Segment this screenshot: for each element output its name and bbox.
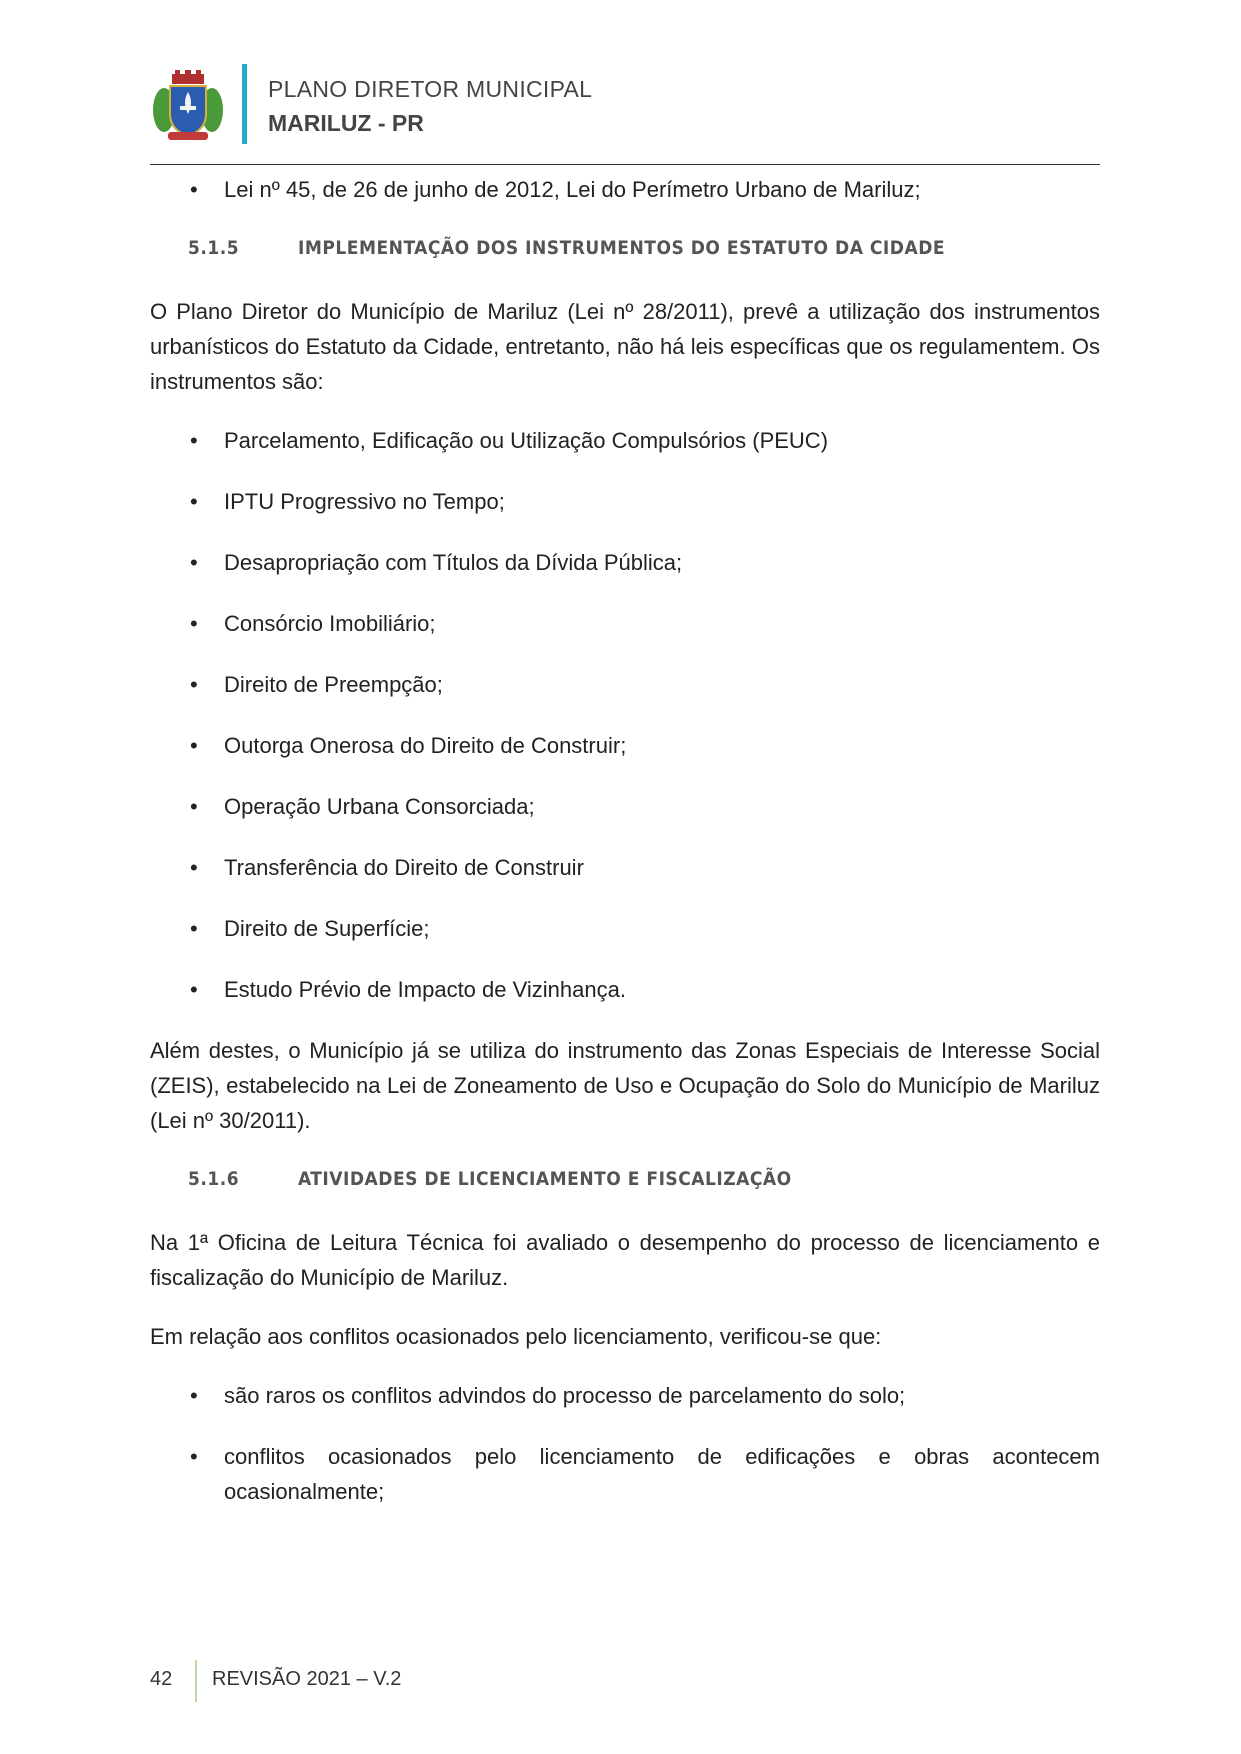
list-item bbox=[150, 423, 1100, 458]
page-body bbox=[150, 172, 1100, 1535]
list-item bbox=[150, 789, 1100, 824]
list-item-text: Outorga Onerosa do Direito de Construir; bbox=[224, 733, 627, 758]
header-divider bbox=[150, 164, 1100, 165]
list-item bbox=[150, 484, 1100, 519]
bullet-icon: • bbox=[190, 1383, 198, 1408]
revision-label: REVISÃO 2021 – V.2 bbox=[212, 1668, 402, 1690]
list-item bbox=[150, 545, 1100, 580]
paragraph: Na 1ª Oficina de Leitura Técnica foi avaliado o desempenho do processo de licenciamento e fiscalização do Município de Mariluz. bbox=[150, 1230, 1100, 1290]
list-item-text: Lei nº 45, de 26 de junho de 2012, Lei do Perímetro Urbano de Mariluz; bbox=[224, 177, 921, 202]
list-item-text: Direito de Superfície; bbox=[224, 916, 430, 941]
list-item bbox=[150, 1378, 1100, 1413]
list-item bbox=[150, 172, 1100, 207]
list-item-text: são raros os conflitos advindos do processo de parcelamento do solo; bbox=[224, 1383, 906, 1408]
list-item bbox=[150, 1439, 1100, 1509]
list-item-text: Transferência do Direito de Construir bbox=[224, 855, 584, 880]
bullet-icon: • bbox=[190, 672, 198, 697]
section-title: ATIVIDADES DE LICENCIAMENTO E FISCALIZAÇÃO bbox=[298, 1168, 792, 1190]
bullet-icon: • bbox=[190, 733, 198, 758]
bullet-icon: • bbox=[190, 794, 198, 819]
section-number: 5.1.6 bbox=[188, 1168, 240, 1190]
list-item-text: Direito de Preempção; bbox=[224, 672, 443, 697]
municipality-name: MARILUZ - PR bbox=[268, 110, 424, 136]
list-item bbox=[150, 667, 1100, 702]
list-item bbox=[150, 728, 1100, 763]
bullet-icon: • bbox=[190, 855, 198, 880]
list-item bbox=[150, 850, 1100, 885]
conflicts-list bbox=[150, 1378, 1100, 1509]
bullet-icon: • bbox=[190, 177, 198, 202]
header-accent-bar bbox=[242, 64, 247, 144]
list-item bbox=[150, 972, 1100, 1007]
footer-divider bbox=[195, 1660, 197, 1702]
list-item bbox=[150, 606, 1100, 641]
document-title: PLANO DIRETOR MUNICIPAL bbox=[268, 76, 593, 102]
bullet-icon: • bbox=[190, 1444, 198, 1469]
section-number: 5.1.5 bbox=[188, 237, 240, 259]
municipal-coat-of-arms-icon bbox=[150, 70, 226, 146]
bullet-icon: • bbox=[190, 916, 198, 941]
section-heading-5-1-6 bbox=[188, 1162, 1100, 1197]
bullet-icon: • bbox=[190, 550, 198, 575]
list-item bbox=[150, 911, 1100, 946]
bullet-icon: • bbox=[190, 611, 198, 636]
list-item-text: Estudo Prévio de Impacto de Vizinhança. bbox=[224, 977, 626, 1002]
section-title: IMPLEMENTAÇÃO DOS INSTRUMENTOS DO ESTATUTO DA CIDADE bbox=[298, 237, 946, 259]
list-item-text: Consórcio Imobiliário; bbox=[224, 611, 436, 636]
list-item-text: Parcelamento, Edificação ou Utilização Compulsórios (PEUC) bbox=[224, 428, 829, 453]
page-header bbox=[150, 64, 1100, 166]
section-heading-5-1-5 bbox=[188, 231, 1100, 266]
list-item-text: IPTU Progressivo no Tempo; bbox=[224, 489, 505, 514]
instruments-list bbox=[150, 423, 1100, 1007]
paragraph: Além destes, o Município já se utiliza do instrumento das Zonas Especiais de Interesse Social (ZEIS), estabelecido na Lei de Zoneamento de Uso e Ocupação do Solo do Município de Mariluz (Lei nº 30/2011). bbox=[150, 1038, 1100, 1133]
bullet-icon: • bbox=[190, 977, 198, 1002]
bullet-icon: • bbox=[190, 428, 198, 453]
paragraph: O Plano Diretor do Município de Mariluz (Lei nº 28/2011), prevê a utilização dos instrumentos urbanísticos do Estatuto da Cidade, entretanto, não há leis específicas que os regulamentem. Os instrumentos são: bbox=[150, 299, 1100, 394]
list-item-text: Desapropriação com Títulos da Dívida Pública; bbox=[224, 550, 683, 575]
bullet-icon: • bbox=[190, 489, 198, 514]
paragraph: Em relação aos conflitos ocasionados pelo licenciamento, verificou-se que: bbox=[150, 1324, 882, 1349]
list-item-text: conflitos ocasionados pelo licenciamento de edificações e obras acontecem ocasionalmente; bbox=[224, 1444, 1100, 1504]
list-item-text: Operação Urbana Consorciada; bbox=[224, 794, 535, 819]
page-number: 42 bbox=[150, 1668, 173, 1690]
